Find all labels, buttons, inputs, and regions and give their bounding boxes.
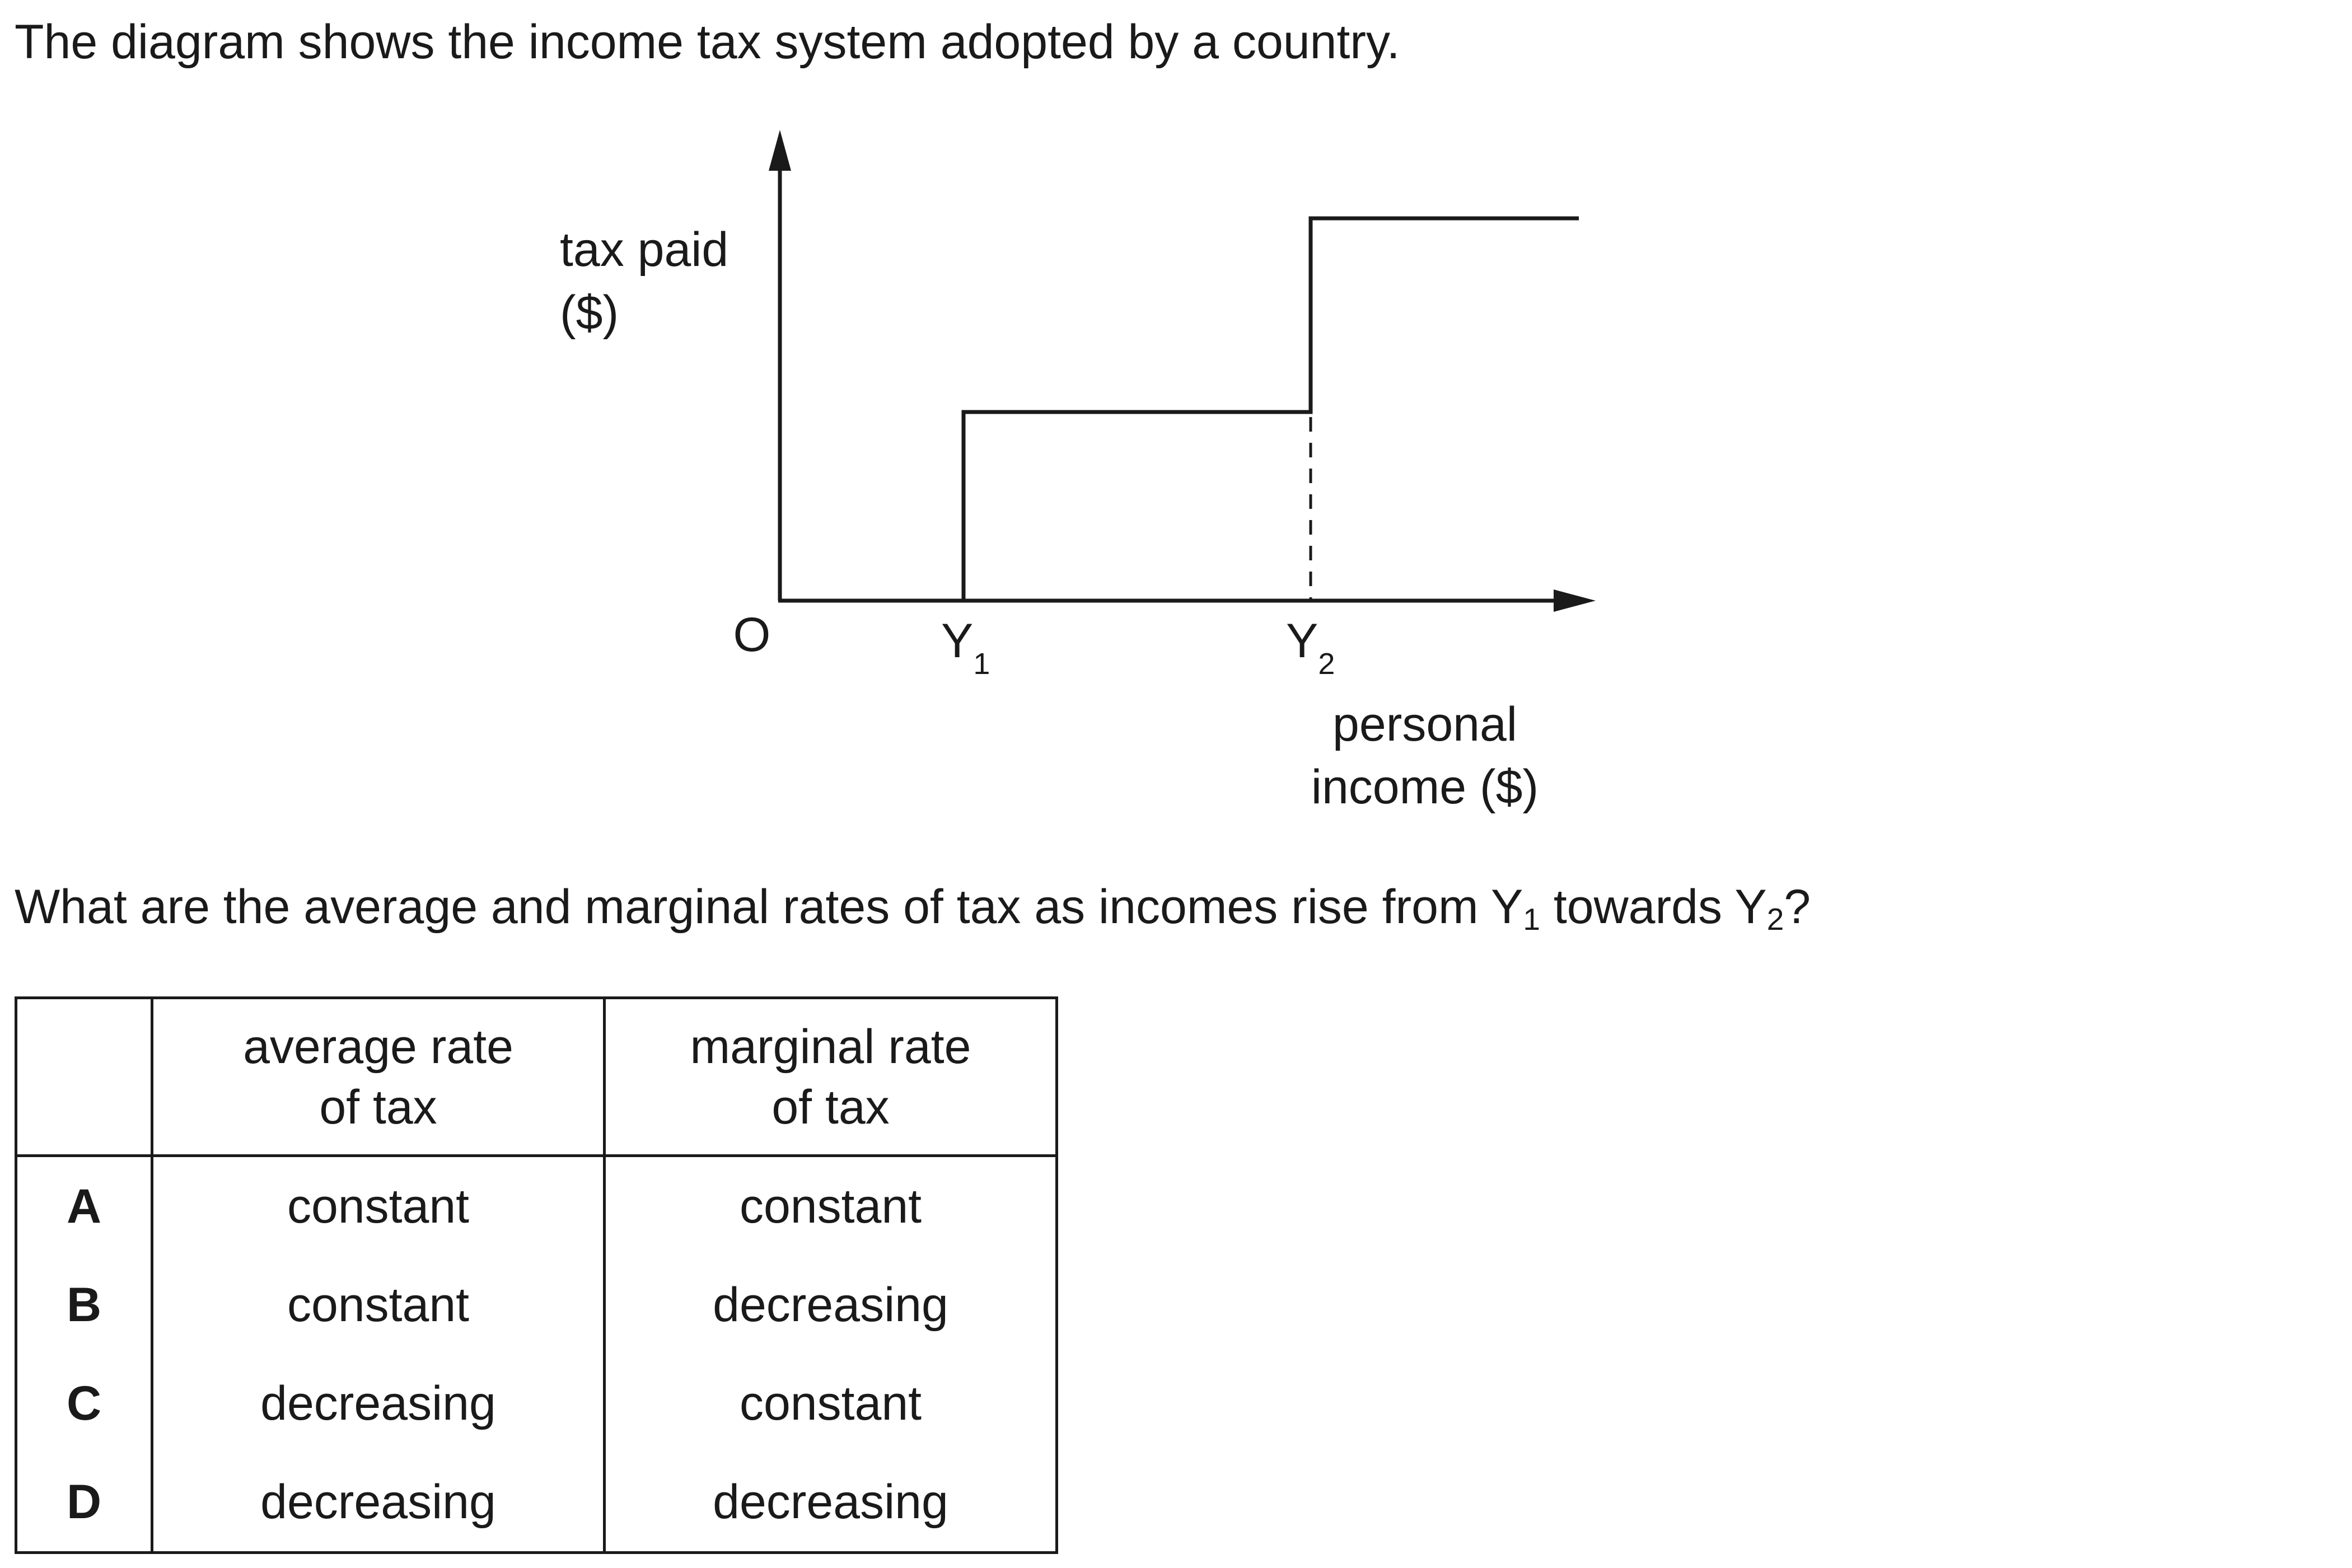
- option-marginal: decreasing: [605, 1256, 1057, 1354]
- y-axis-label-line2: ($): [560, 286, 619, 340]
- option-average: constant: [152, 1156, 605, 1256]
- intro-text: The diagram shows the income tax system adopted by a country.: [15, 15, 1400, 69]
- header-marginal-rate: marginal rate of tax: [605, 998, 1057, 1156]
- option-average: decreasing: [152, 1453, 605, 1553]
- option-marginal: decreasing: [605, 1453, 1057, 1553]
- header-blank-cell: [16, 998, 152, 1156]
- option-letter: A: [16, 1156, 152, 1256]
- option-row-d[interactable]: [16, 1453, 1057, 1553]
- option-row-a[interactable]: [16, 1156, 1057, 1256]
- y-axis-label-line1: tax paid: [560, 223, 729, 277]
- option-average: decreasing: [152, 1354, 605, 1453]
- option-letter: C: [16, 1354, 152, 1453]
- x-axis-label-line2: income ($): [1311, 760, 1539, 814]
- x-axis-arrowhead: [1554, 589, 1596, 612]
- origin-label: O: [733, 608, 771, 662]
- question-text: What are the average and marginal rates of tax as incomes rise from $Y_1$ towards $Y_2$?: [15, 880, 1811, 937]
- x-tick-y2: $Y_2$: [1286, 614, 1335, 681]
- option-row-b[interactable]: [16, 1256, 1057, 1354]
- x-axis-label-line1: personal: [1332, 698, 1517, 751]
- y-axis-arrowhead: [769, 130, 791, 171]
- option-letter: D: [16, 1453, 152, 1553]
- x-tick-y1: $Y_1$: [941, 614, 990, 681]
- option-letter: B: [16, 1256, 152, 1354]
- option-marginal: constant: [605, 1156, 1057, 1256]
- tax-step-line: [964, 218, 1579, 601]
- answer-options-table: [15, 996, 1058, 1554]
- option-average: constant: [152, 1256, 605, 1354]
- option-row-c[interactable]: [16, 1354, 1057, 1453]
- header-average-rate: average rate of tax: [152, 998, 605, 1156]
- option-marginal: constant: [605, 1354, 1057, 1453]
